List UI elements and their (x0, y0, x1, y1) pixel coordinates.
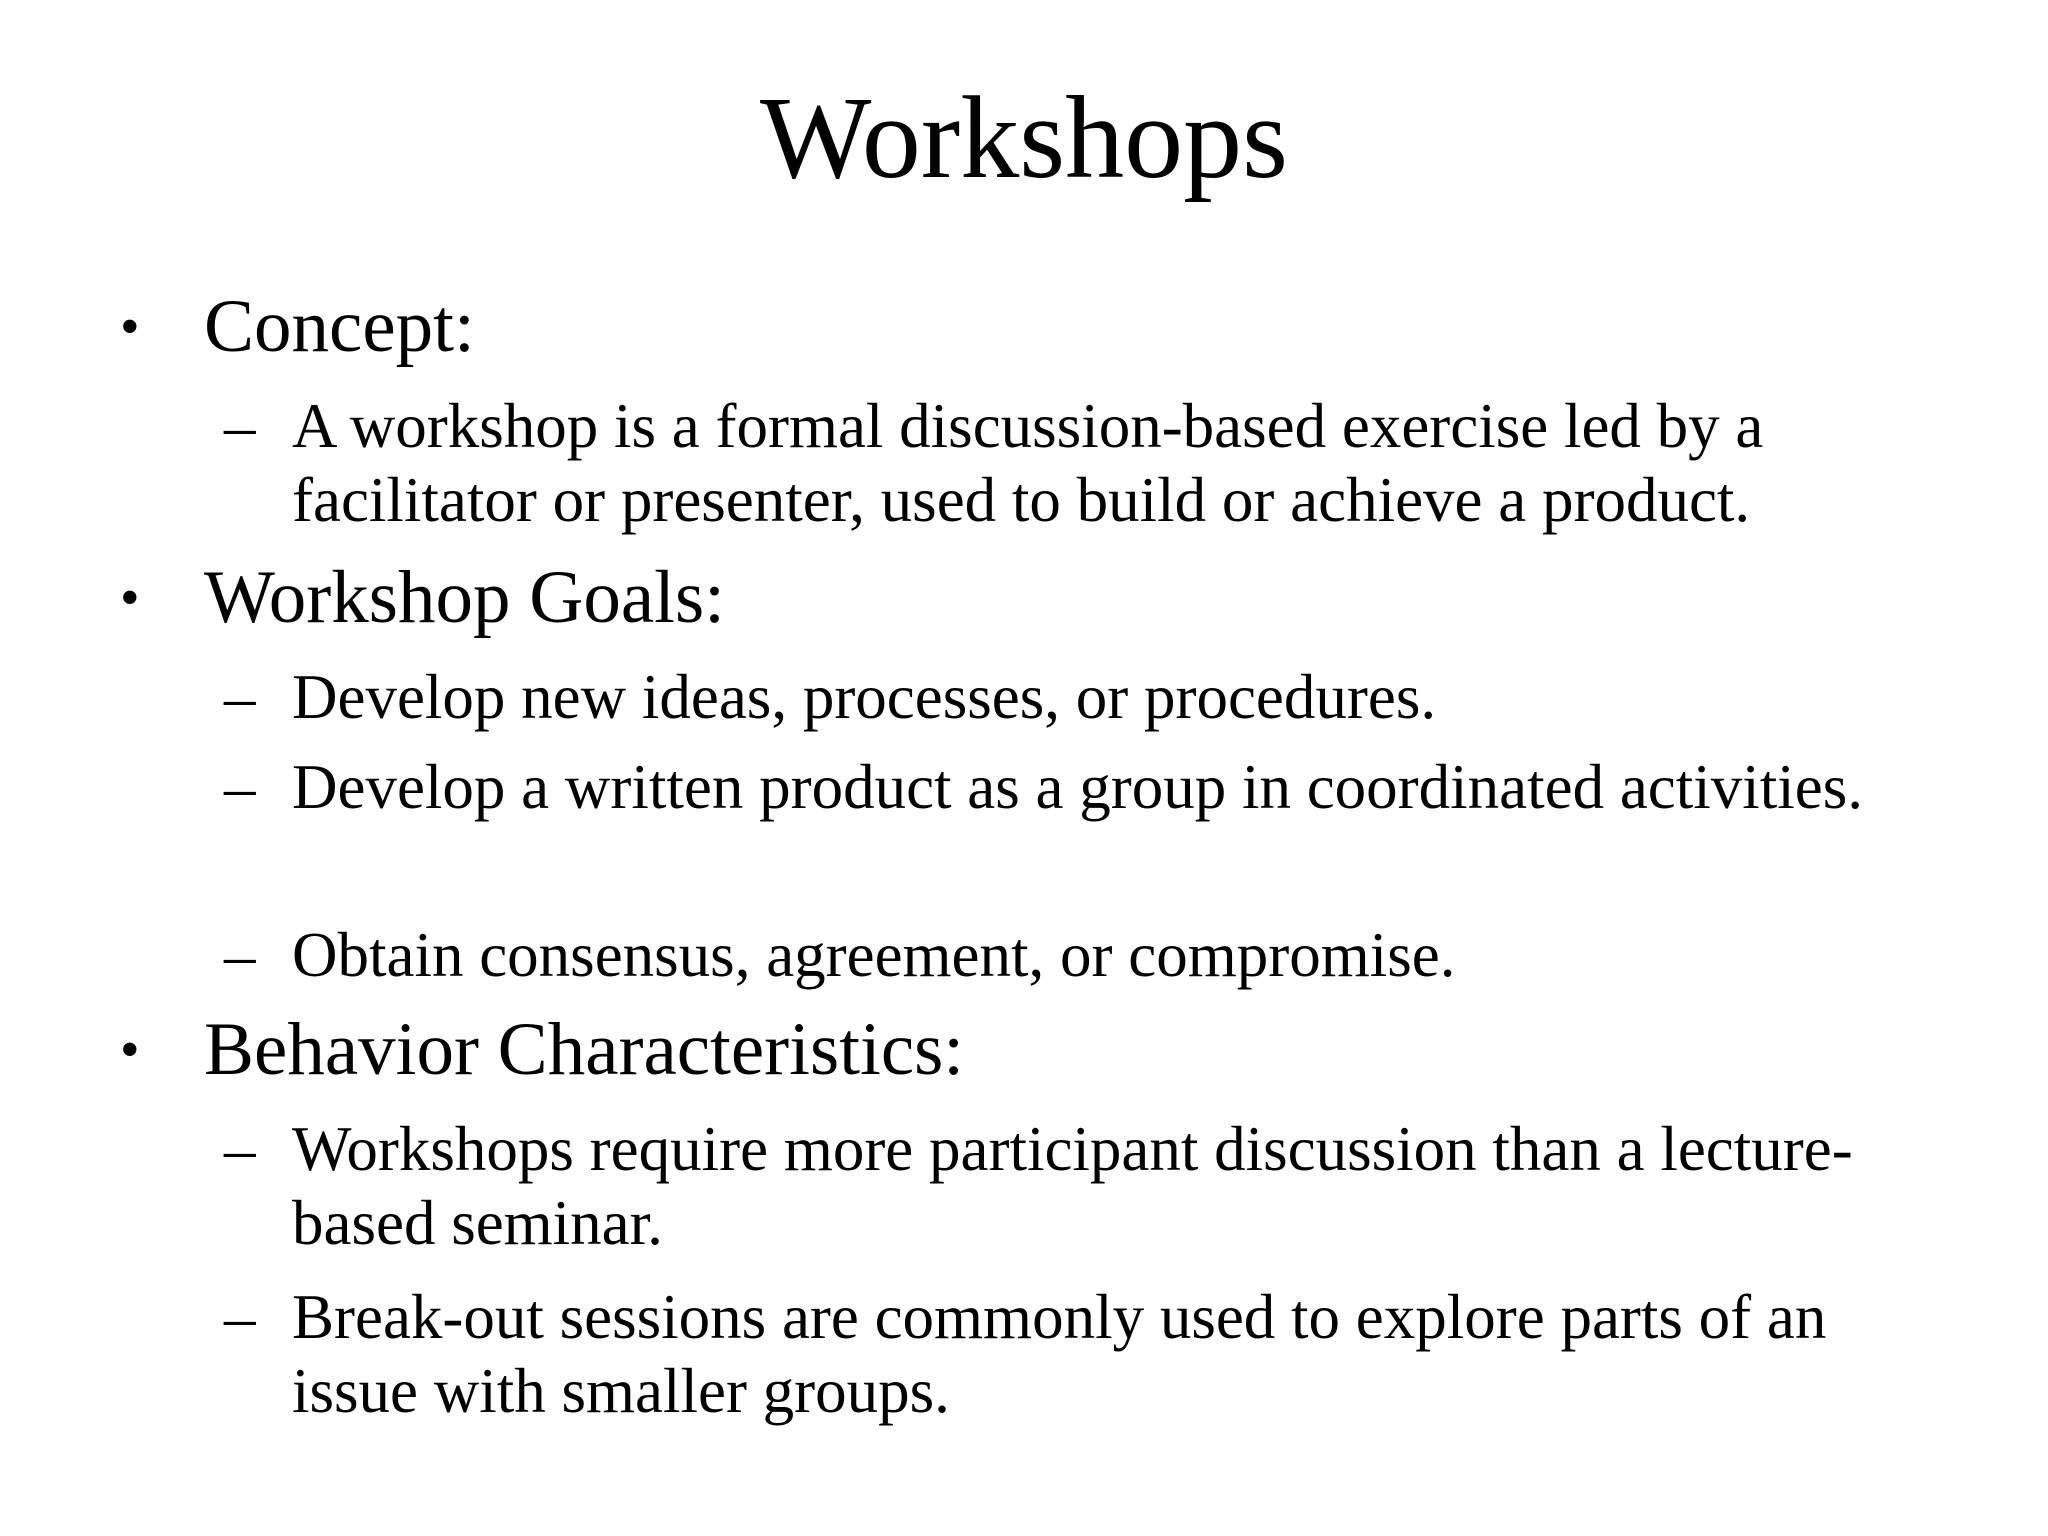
bullet-heading: Concept: (204, 285, 475, 368)
sub-item-text: Break-out sessions are commonly used to explore parts of an issue with smaller groups. (292, 1282, 1827, 1426)
sub-item-text: Develop new ideas, processes, or procedures. (292, 662, 1437, 732)
sub-item-text: A workshop is a formal discussion-based exercise led by a facilitator or presenter, used to build or achieve a product. (292, 391, 1764, 535)
sub-marker: – (224, 920, 256, 990)
sub-marker: – (224, 752, 256, 822)
sub-marker: – (224, 391, 256, 461)
bullet-marker: • (120, 567, 140, 629)
bullet-heading: Workshop Goals: (204, 556, 726, 639)
sub-marker: – (224, 662, 256, 732)
bullet-heading: Behavior Characteristics: (204, 1008, 965, 1091)
bullet-marker: • (120, 296, 140, 358)
sub-item-text: Obtain consensus, agreement, or compromise. (292, 920, 1456, 990)
sub-marker: – (224, 1282, 256, 1352)
sub-marker: – (224, 1114, 256, 1184)
bullet-marker: • (120, 1019, 140, 1081)
sub-item-text: Workshops require more participant discussion than a lecture-based seminar. (292, 1114, 1853, 1258)
slide-title: Workshops (759, 72, 1289, 203)
sub-item-text: Develop a written product as a group in coordinated activities. (292, 752, 1864, 822)
